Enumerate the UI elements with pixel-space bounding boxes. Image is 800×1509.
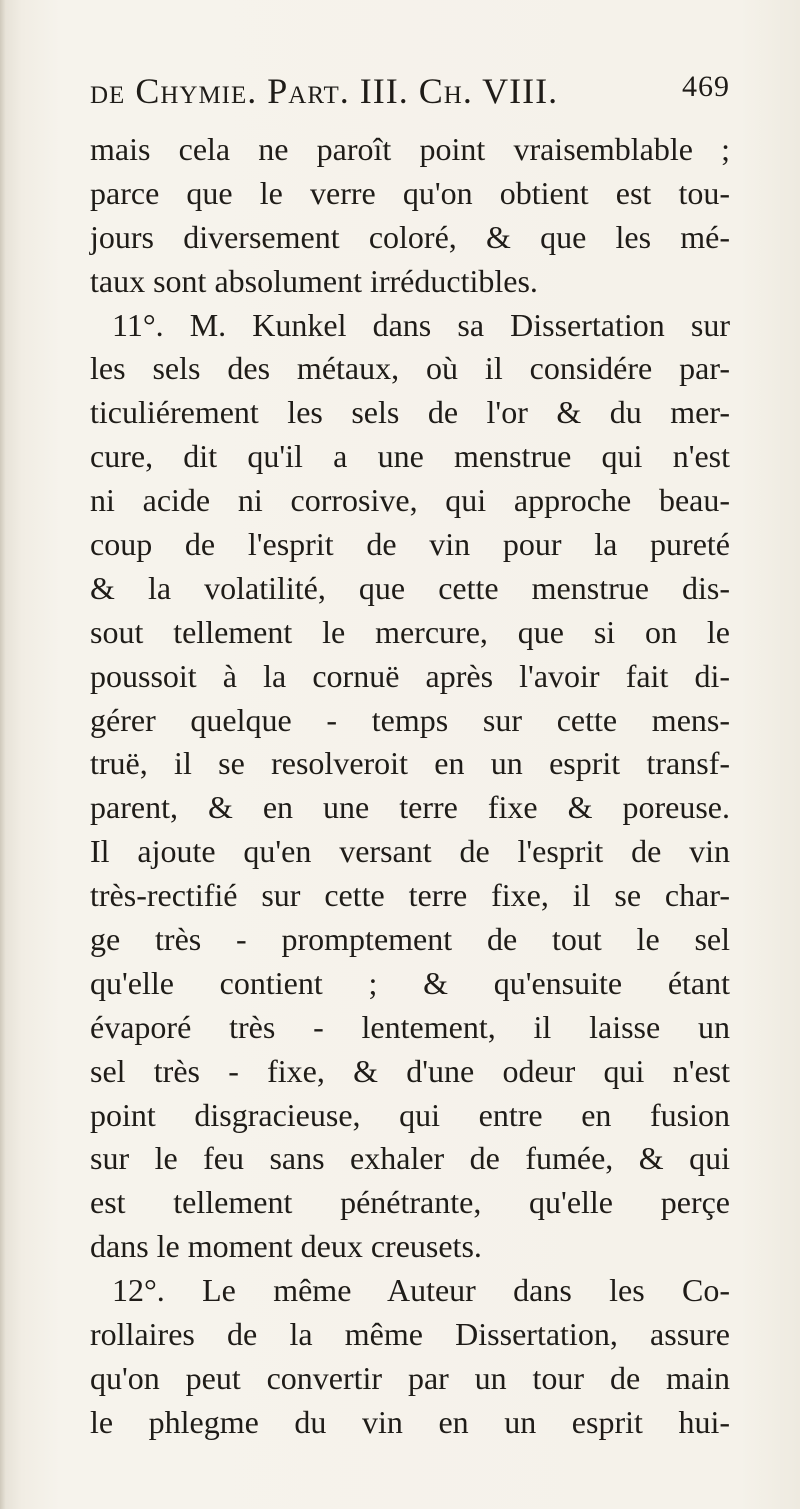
text-line: & la volatilité, que cette menstrue dis- [90,569,730,606]
text-line: très-rectifié sur cette terre fixe, il se char- [90,877,730,914]
text-line: poussoit à la cornuë après l'avoir fait di- [90,657,730,694]
text-line: sur le feu sans exhaler de fumée, & qui [90,1140,730,1177]
page-number: 469 [682,70,730,103]
text-line: est tellement pénétrante, qu'elle perçe [90,1184,730,1221]
text-line: point disgracieuse, qui entre en fusion [90,1096,730,1133]
running-head [90,70,730,124]
text-line: parce que le verre qu'on obtient est tou- [90,174,730,211]
text-line: gérer quelque - temps sur cette mens- [90,701,730,738]
text-line: qu'elle contient ; & qu'ensuite étant [90,964,730,1001]
body-text [90,128,730,1445]
binding-edge [0,0,6,1509]
text-line: dans le moment deux creusets. [90,1228,482,1265]
text-line: ge très - promptement de tout le sel [90,921,730,958]
text-line: ni acide ni corrosive, qui approche beau- [90,482,730,519]
text-line: Il ajoute qu'en versant de l'esprit de vin [90,833,730,870]
text-line: rollaires de la même Dissertation, assure [90,1316,730,1353]
running-head-title: de Chymie. Part. III. Ch. VIII. [90,71,559,111]
text-line: 11°. M. Kunkel dans sa Dissertation sur [112,306,730,343]
text-line: les sels des métaux, où il considére par- [90,350,730,387]
text-line: sout tellement le mercure, que si on le [90,613,730,650]
text-line: ticuliérement les sels de l'or & du mer- [90,394,730,431]
text-line: mais cela ne paroît point vraisemblable ; [90,131,730,167]
text-line: coup de l'esprit de vin pour la pureté [90,526,730,563]
text-line: 12°. Le même Auteur dans les Co- [112,1272,730,1309]
text-line: qu'on peut convertir par un tour de main [90,1359,730,1396]
text-line: truë, il se resolveroit en un esprit transf- [90,745,730,782]
text-line: évaporé très - lentement, il laisse un [90,1008,730,1045]
text-line: parent, & en une terre fixe & poreuse. [90,789,730,826]
text-line: le phlegme du vin en un esprit hui- [90,1403,730,1440]
text-line: sel très - fixe, & d'une odeur qui n'est [90,1052,730,1089]
text-line: taux sont absolument irréductibles. [90,262,538,299]
text-line: cure, dit qu'il a une menstrue qui n'est [90,438,730,475]
text-line: jours diversement coloré, & que les mé- [90,218,730,255]
